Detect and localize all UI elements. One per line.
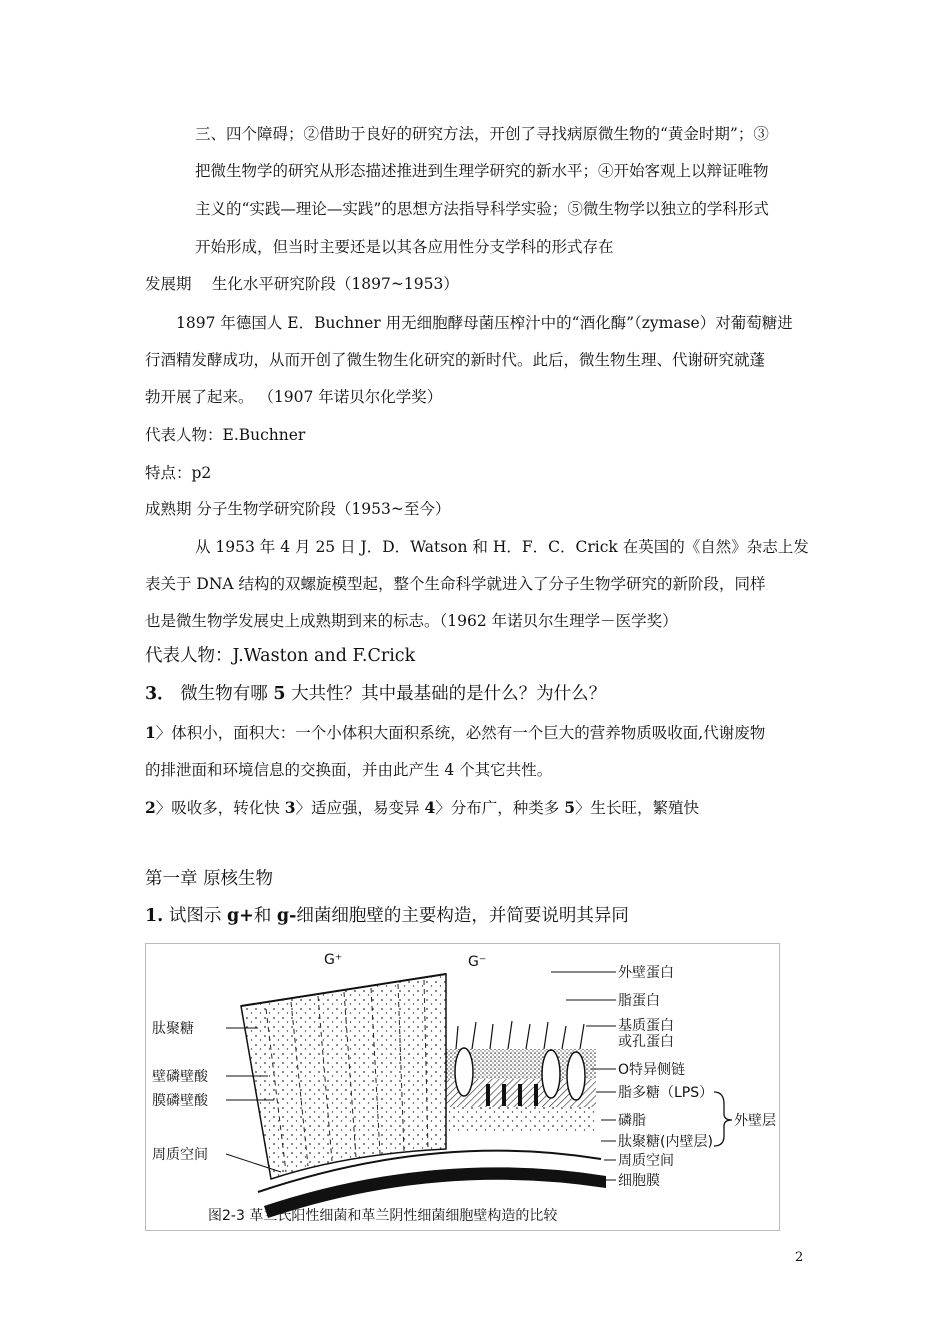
q3-number: 3． bbox=[145, 684, 175, 704]
label-outer-layer: 外壁层 bbox=[734, 1113, 776, 1129]
outer-layer-brace bbox=[714, 1092, 732, 1146]
label-lps: 脂多糖（LPS） bbox=[618, 1085, 714, 1101]
q3-answer-1-text: 〉体积小，面积大：一个小体积大面积系统，必然有一个巨大的营养物质吸收面,代谢废物 bbox=[155, 724, 766, 742]
label-lipoprotein: 脂蛋白 bbox=[618, 993, 660, 1009]
chapter-q1-gplus: g+ bbox=[226, 906, 254, 926]
chapter-q1-post: 细菌细胞壁的主要构造，并简要说明其异同 bbox=[296, 906, 629, 926]
q3-answer-1-line-2: 的排泄面和环境信息的交换面，并由此产生 4 个其它共性。 bbox=[145, 761, 553, 779]
q3-answer-4-number: 4 bbox=[424, 798, 436, 817]
cell-wall-figure bbox=[145, 943, 780, 1231]
development-para-line-3: 勃开展了起来。 （1907 年诺贝尔化学奖） bbox=[145, 388, 443, 406]
q3-answer-2-text: 〉吸收多，转化快 bbox=[155, 799, 285, 817]
q3-answer-3-text: 〉适应强，易变异 bbox=[295, 799, 425, 817]
porin-3 bbox=[567, 1052, 585, 1100]
q3-title-text: 微生物有哪 bbox=[180, 684, 274, 704]
label-peptidoglycan: 肽聚糖 bbox=[152, 1021, 194, 1037]
chapter-question-1 bbox=[145, 906, 629, 926]
q3-answers-2-5 bbox=[145, 798, 699, 818]
maturity-para-line-2: 表关于 DNA 结构的双螺旋模型起，整个生命科学就进入了分子生物学研究的新阶段，同样 bbox=[145, 575, 766, 593]
label-periplasm-right: 周质空间 bbox=[618, 1153, 674, 1169]
gplus-label: G⁺ bbox=[324, 952, 343, 968]
q3-title-rest: 大共性？其中最基础的是什么？为什么？ bbox=[285, 684, 607, 704]
q3-answer-3-number: 3 bbox=[284, 798, 296, 817]
obstacles-line-2: 把微生物学的研究从形态描述推进到生理学研究的新水平；④开始客观上以辩证唯物 bbox=[195, 162, 769, 180]
cell-wall-diagram bbox=[146, 944, 779, 1230]
q3-answer-1-line-1 bbox=[145, 723, 765, 743]
label-peptidoglycan-inner: 肽聚糖(内壁层) bbox=[618, 1134, 713, 1150]
porin-2 bbox=[542, 1050, 560, 1098]
q3-answer-5-text: 〉生长旺，繁殖快 bbox=[575, 799, 700, 817]
label-periplasmic-space: 周质空间 bbox=[152, 1147, 208, 1163]
chapter-q1-pre: 试图示 bbox=[168, 906, 227, 926]
q3-answer-1-number: 1 bbox=[145, 723, 156, 742]
maturity-heading: 成熟期 分子生物学研究阶段（1953~至今） bbox=[145, 500, 451, 518]
chapter-q1-number: 1. bbox=[145, 906, 164, 926]
label-outer-wall-protein: 外壁蛋白 bbox=[618, 965, 674, 981]
label-matrix-protein: 基质蛋白 bbox=[618, 1018, 674, 1034]
maturity-representative: 代表人物：J.Waston and F.Crick bbox=[145, 646, 416, 666]
development-representative: 代表人物：E.Buchner bbox=[145, 426, 306, 444]
label-phospholipid: 磷脂 bbox=[618, 1113, 646, 1129]
porin-1 bbox=[455, 1048, 473, 1096]
o-side-chains bbox=[456, 1021, 584, 1049]
label-o-side-chain: O特异侧链 bbox=[618, 1062, 686, 1078]
development-para-line-2: 行酒精发酵成功，从而开创了微生物生化研究的新时代。此后，微生物生理、代谢研究就蓬 bbox=[145, 351, 766, 369]
obstacles-line-4: 开始形成，但当时主要还是以其各应用性分支学科的形式存在 bbox=[195, 238, 614, 256]
obstacles-line-1: 三、四个障碍；②借助于良好的研究方法，开创了寻找病原微生物的“黄金时期”；③ bbox=[195, 125, 769, 143]
q3-answer-4-text: 〉分布广，种类多 bbox=[435, 799, 565, 817]
label-porin: 或孔蛋白 bbox=[618, 1034, 674, 1050]
label-cell-membrane: 细胞膜 bbox=[618, 1173, 660, 1189]
page-number: 2 bbox=[795, 1250, 804, 1265]
q3-answer-5-number: 5 bbox=[564, 798, 575, 817]
figure-caption: 图2-3 革兰氏阳性细菌和革兰阴性细菌细胞壁构造的比较 bbox=[208, 1208, 558, 1224]
obstacles-line-3: 主义的“实践—理论—实践”的思想方法指导科学实验；⑤微生物学以独立的学科形式 bbox=[195, 200, 769, 218]
q3-answer-2-number: 2 bbox=[145, 798, 156, 817]
development-feature: 特点：p2 bbox=[145, 464, 212, 482]
label-wall-teichoic-acid: 壁磷壁酸 bbox=[152, 1069, 208, 1085]
maturity-para-line-1: 从 1953 年 4 月 25 日 J．D．Watson 和 H．F．C．Crick 在英国的《自然》杂志上发 bbox=[195, 538, 809, 556]
development-para-line-1: 1897 年德国人 E．Buchner 用无细胞酵母菌压榨汁中的“酒化酶”（zymase）对葡萄糖进 bbox=[176, 314, 793, 332]
chapter-title: 第一章 原核生物 bbox=[145, 869, 274, 889]
label-membrane-teichoic-acid: 膜磷壁酸 bbox=[152, 1093, 208, 1109]
q3-title-bold-5: 5 bbox=[273, 684, 286, 704]
development-heading: 发展期 生化水平研究阶段（1897~1953） bbox=[145, 275, 459, 293]
chapter-q1-mid: 和 bbox=[253, 906, 277, 926]
gminus-label: G⁻ bbox=[468, 954, 487, 970]
gplus-wall-shape bbox=[241, 974, 446, 1179]
q3-title bbox=[145, 684, 606, 704]
maturity-para-line-3: 也是微生物学发展史上成熟期到来的标志。（1962 年诺贝尔生理学－医学奖） bbox=[145, 612, 678, 630]
chapter-q1-gminus: g- bbox=[276, 906, 297, 926]
